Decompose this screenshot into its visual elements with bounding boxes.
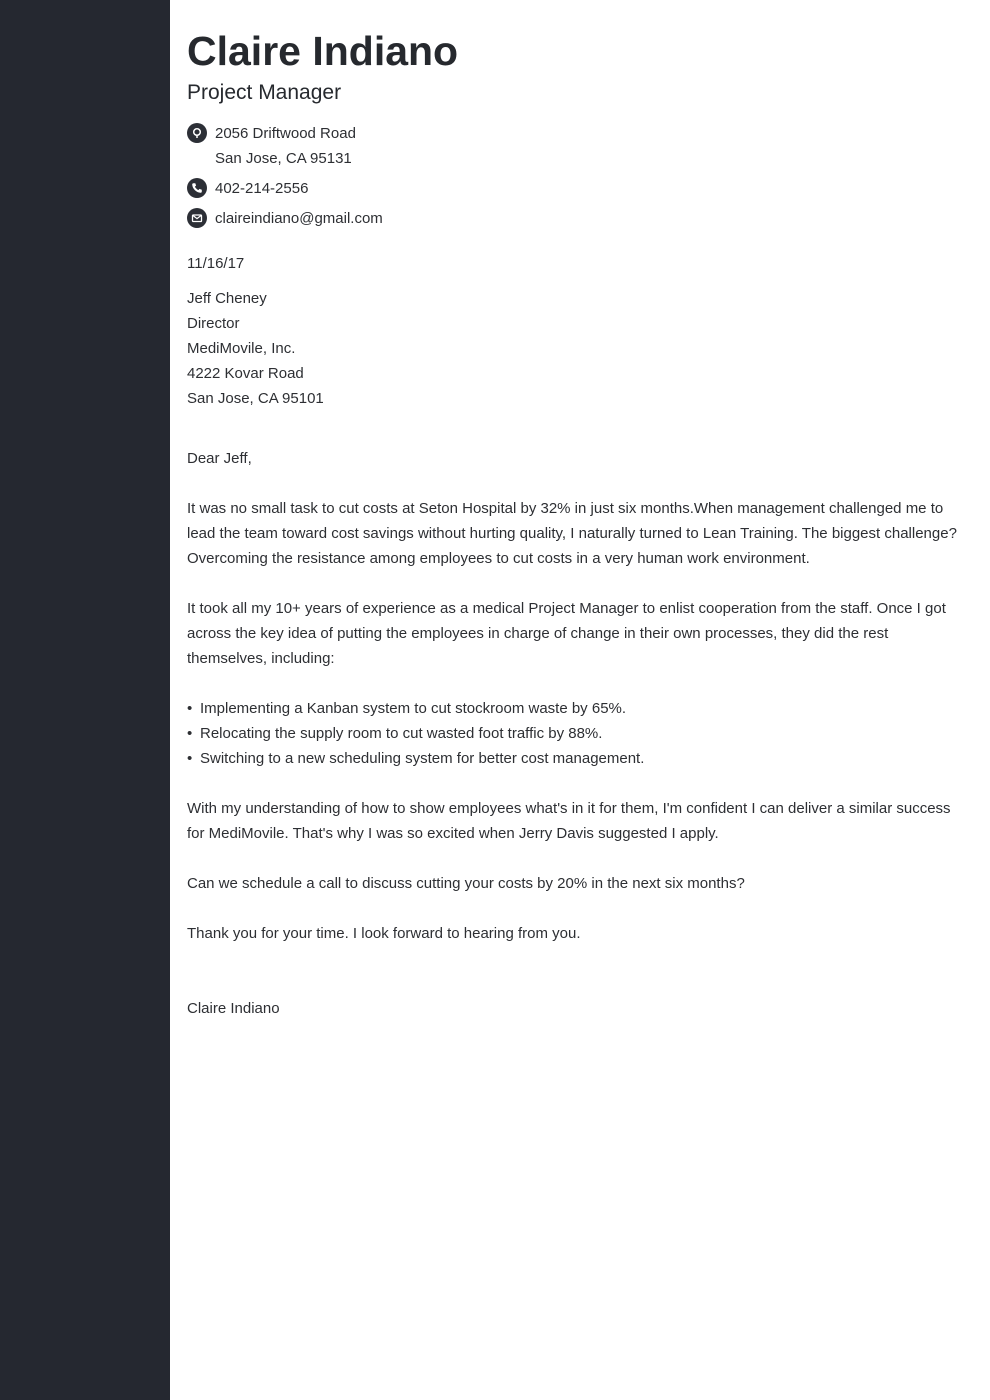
sender-job-title: Project Manager bbox=[187, 81, 342, 104]
paragraph-4: Can we schedule a call to discuss cutting your costs by 20% in the next six months? bbox=[187, 875, 745, 892]
list-item bbox=[187, 746, 644, 771]
address-line-1: 2056 Driftwood Road bbox=[215, 125, 356, 142]
location-pin-icon bbox=[187, 123, 207, 143]
bullet-marker: • bbox=[187, 725, 193, 742]
phone-row bbox=[187, 176, 308, 201]
sender-name: Claire Indiano bbox=[187, 28, 459, 74]
recipient-company: MediMovile, Inc. bbox=[187, 340, 296, 357]
paragraph-1: It was no small task to cut costs at Seton Hospital by 32% in just six months.When management challenged me to lead the team toward cost savings without hurting quality, I naturally turned to Lean Training. The biggest challenge? Overcoming the resistance among employees to cut costs in a very human work environment. bbox=[187, 500, 957, 567]
recipient-street: 4222 Kovar Road bbox=[187, 365, 304, 382]
phone-icon bbox=[187, 178, 207, 198]
paragraph-2: It took all my 10+ years of experience as a medical Project Manager to enlist cooperation from the staff. Once I got across the key idea of putting the employees in charge of change in their own processes, they did the rest themselves, including: bbox=[187, 600, 946, 667]
list-item-text: Implementing a Kanban system to cut stockroom waste by 65%. bbox=[200, 700, 627, 717]
recipient-city: San Jose, CA 95101 bbox=[187, 390, 324, 407]
list-item bbox=[187, 696, 644, 721]
list-item bbox=[187, 721, 644, 746]
email-row bbox=[187, 206, 383, 231]
recipient-title: Director bbox=[187, 315, 240, 332]
salutation: Dear Jeff, bbox=[187, 450, 252, 467]
paragraph-5: Thank you for your time. I look forward to hearing from you. bbox=[187, 925, 581, 942]
paragraph-3: With my understanding of how to show employees what's in it for them, I'm confident I can deliver a similar success for MediMovile. That's why I was so excited when Jerry Davis suggested I apply. bbox=[187, 800, 951, 842]
envelope-icon bbox=[187, 208, 207, 228]
phone-number: 402-214-2556 bbox=[215, 180, 309, 197]
address-row bbox=[187, 121, 356, 167]
email-address: claireindiano@gmail.com bbox=[215, 210, 383, 227]
signature: Claire Indiano bbox=[187, 1000, 280, 1017]
bullet-marker: • bbox=[187, 750, 193, 767]
address-lines bbox=[215, 121, 356, 171]
achievements-list bbox=[187, 696, 644, 771]
list-item-text: Switching to a new scheduling system for better cost management. bbox=[200, 750, 645, 767]
address-line-2: San Jose, CA 95131 bbox=[215, 150, 352, 167]
letter-date: 11/16/17 bbox=[187, 255, 245, 272]
left-sidebar bbox=[0, 0, 170, 1400]
recipient-name: Jeff Cheney bbox=[187, 290, 267, 307]
bullet-marker: • bbox=[187, 700, 193, 717]
list-item-text: Relocating the supply room to cut wasted foot traffic by 88%. bbox=[200, 725, 603, 742]
